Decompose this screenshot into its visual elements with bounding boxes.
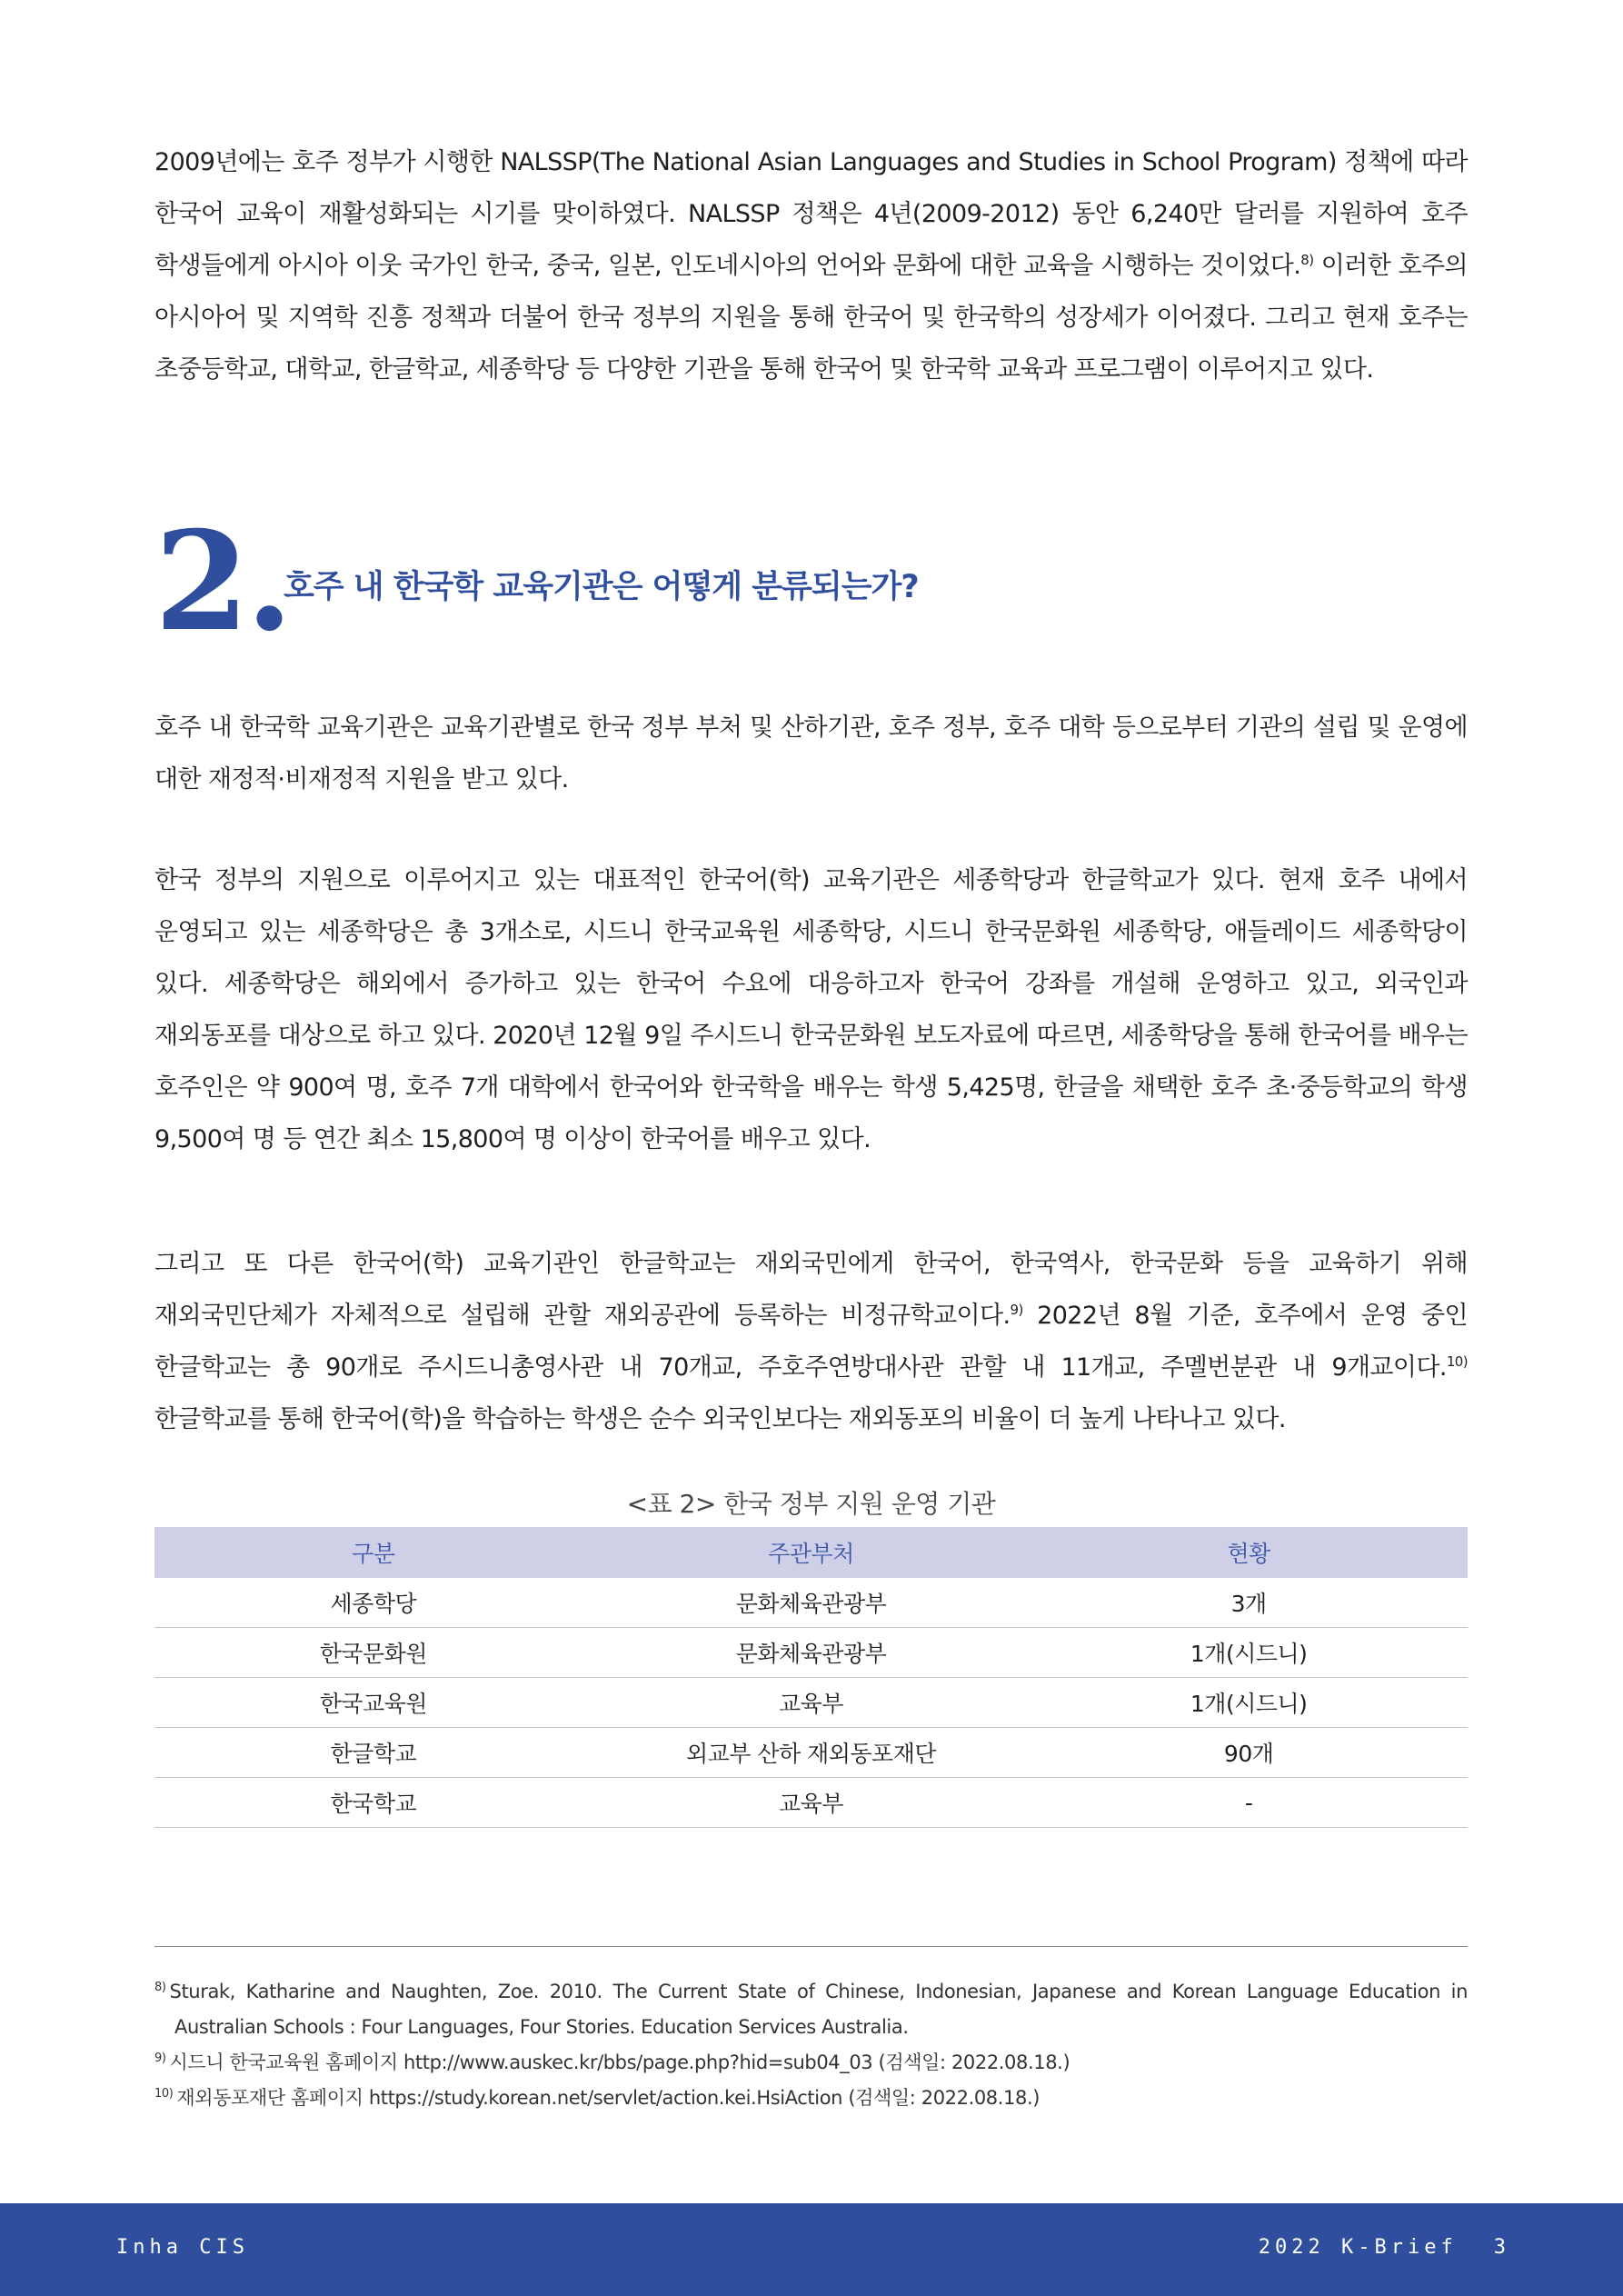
footnote-mark: 9)	[154, 2051, 166, 2065]
footer-publication: 2022 K-Brief	[1258, 2236, 1458, 2259]
header-status: 현황	[1030, 1527, 1468, 1578]
paragraph-text: 한국 정부의 지원으로 이루어지고 있는 대표적인 한국어(학) 교육기관은 세종학당과 한글학교가 있다. 현재 호주 내에서 운영되고 있는 세종학당은 총 3개소로, 시드니 한국교육원 세종학당, 시드니 한국문화원 세종학당, 애들레이드 세종학당이 있다. 세종학당은 해외에서 증가하고 있는 한국어 수요에 대응하고자 한국어 강좌를 개설해 운영하고 있고, 외국인과 재외동포를 대상으로 하고 있다. 2020년 12월 9일 주시드니 한국문화원 보도자료에 따르면, 세종학당을 통해 한국어를 배우는 호주인은 약 900여 명, 호주 7개 대학에서 한국어와 한국학을 배우는 학생 5,425명, 한글을 채택한 호주 초·중등학교의 학생 9,500여 명 등 연간 최소 15,800여 명 이상이 한국어를 배우고 있다.	[154, 866, 1468, 1153]
cell-status: 90개	[1030, 1728, 1468, 1778]
footnotes	[154, 1946, 1468, 2116]
cell-status: 3개	[1030, 1578, 1468, 1628]
body-paragraph-1	[154, 702, 1468, 805]
table-row	[154, 1628, 1468, 1678]
paragraph-text	[154, 1238, 1468, 1445]
intro-paragraph	[154, 136, 1468, 395]
cell-category: 한국문화원	[154, 1628, 592, 1678]
footnote-mark: 10)	[154, 2087, 174, 2101]
paragraph-text: 호주 내 한국학 교육기관은 교육기관별로 한국 정부 부처 및 산하기관, 호주 정부, 호주 대학 등으로부터 기관의 설립 및 운영에 대한 재정적·비재정적 지원을 받고 있다.	[154, 714, 1468, 794]
table-caption: <표 2> 한국 정부 지원 운영 기관	[626, 1489, 996, 1519]
page-number: 3	[1493, 2236, 1510, 2259]
table-header-row	[154, 1527, 1468, 1578]
footnote-9	[154, 2045, 1468, 2081]
cell-category: 한국교육원	[154, 1678, 592, 1728]
footnote-text[interactable]: 재외동포재단 홈페이지 https://study.korean.net/servlet/action.kei.HsiAction (검색일: 2022.08.18.)	[176, 2087, 1041, 2109]
body-paragraph-2	[154, 854, 1468, 1165]
cell-ministry: 교육부	[592, 1778, 1031, 1828]
cell-status: 1개(시드니)	[1030, 1628, 1468, 1678]
table-row	[154, 1778, 1468, 1828]
footnote-ref-8[interactable]: 8)	[1300, 252, 1314, 268]
footnote-text[interactable]: 시드니 한국교육원 홈페이지 http://www.auskec.kr/bbs/page.php?hid=sub04_03 (검색일: 2022.08.18.)	[169, 2051, 1070, 2073]
cell-ministry: 문화체육관광부	[592, 1578, 1031, 1628]
table-row	[154, 1678, 1468, 1728]
table-row	[154, 1728, 1468, 1778]
footnote-10	[154, 2081, 1468, 2116]
section-title: 호주 내 한국학 교육기관은 어떻게 분류되는가?	[284, 569, 919, 605]
intro-block	[154, 136, 1468, 395]
paragraph-text-a: 그리고 또 다른 한국어(학) 교육기관인 한글학교는 재외국민에게 한국어, 한국역사, 한국문화 등을 교육하기 위해 재외국민단체가 자체적으로 설립해 관할 재외공관에 등록하는 비정규학교이다.	[154, 1250, 1468, 1330]
cell-status: -	[1030, 1778, 1468, 1828]
cell-category: 한글학교	[154, 1728, 592, 1778]
header-ministry: 주관부처	[592, 1527, 1031, 1578]
footnote-ref-10[interactable]: 10)	[1446, 1353, 1468, 1370]
data-table	[154, 1527, 1468, 1828]
cell-ministry: 문화체육관광부	[592, 1628, 1031, 1678]
header-category: 구분	[154, 1527, 592, 1578]
paragraph-text-b: 2022년 8월 기준, 호주에서 운영 중인 한글학교는 총 90개로 주시드니총영사관 내 70개교, 주호주연방대사관 관할 내 11개교, 주멜번분관 내 9개교이다.	[154, 1302, 1468, 1382]
footnote-text: Sturak, Katharine and Naughten, Zoe. 2010. The Current State of Chinese, Indonesian, Japanese and Korean Language Education in Australian Schools : Four Languages, Four Stories. Education Services Australia.	[169, 1981, 1468, 2038]
intro-text-a: 2009년에는 호주 정부가 시행한 NALSSP(The National Asian Languages and Studies in School Program) 정책에 따라 한국어 교육이 재활성화되는 시기를 맞이하였다. NALSSP 정책은 4년(2009-2012) 동안 6,240만 달러를 지원하여 호주 학생들에게 아시아 이웃 국가인 한국, 중국, 일본, 인도네시아의 언어와 문화에 대한 교육을 시행하는 것이었다.	[154, 148, 1468, 280]
institution-table	[154, 1482, 1468, 1828]
cell-category: 한국학교	[154, 1778, 592, 1828]
body-paragraph-3	[154, 1238, 1468, 1445]
table-row	[154, 1578, 1468, 1628]
section-number: 2.	[154, 502, 290, 662]
footnote-8	[154, 1974, 1468, 2045]
paragraph-text-c: 한글학교를 통해 한국어(학)을 학습하는 학생은 순수 외국인보다는 재외동포의 비율이 더 높게 나타나고 있다.	[154, 1405, 1286, 1433]
cell-ministry: 외교부 산하 재외동포재단	[592, 1728, 1031, 1778]
intro-text-b: 이러한 호주의 아시아어 및 지역학 진흥 정책과 더불어 한국 정부의 지원을 통해 한국어 및 한국학의 성장세가 이어졌다. 그리고 현재 호주는 초중등학교, 대학교, 한글학교, 세종학당 등 다양한 기관을 통해 한국어 및 한국학 교육과 프로그램이 이루어지고 있다.	[154, 252, 1468, 384]
cell-status: 1개(시드니)	[1030, 1678, 1468, 1728]
footnote-mark: 8)	[154, 1981, 166, 1994]
footnote-ref-9[interactable]: 9)	[1010, 1302, 1023, 1318]
footer-right	[1259, 2236, 1510, 2259]
page-footer	[0, 2203, 1623, 2296]
section-heading	[154, 502, 1468, 662]
cell-ministry: 교육부	[592, 1678, 1031, 1728]
footer-publisher: Inha CIS	[116, 2236, 249, 2259]
cell-category: 세종학당	[154, 1578, 592, 1628]
